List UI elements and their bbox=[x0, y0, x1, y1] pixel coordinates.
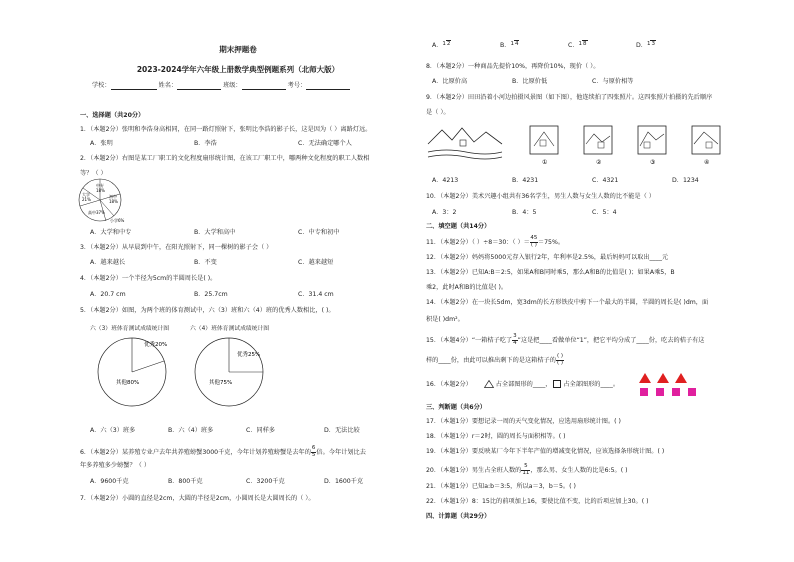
svg-text:大学: 大学 bbox=[82, 192, 90, 197]
q17: 17．（本题1分）要想记录一周的天气变化情况，应选用扇形统计图。( ) bbox=[426, 418, 621, 425]
q10: 10．（本题2分）美术兴趣小组共有36名学生，男生人数与女生人数的比不能是（ ） bbox=[426, 193, 655, 200]
q9-scenery-pictures bbox=[426, 124, 756, 170]
triangle-outline-icon bbox=[484, 380, 494, 388]
q8: 8．（本题2分）一种商品先提价10%，再降价10%，现价（ ）。 bbox=[426, 63, 600, 70]
section-fill: 二、填空题（共14分） bbox=[426, 223, 491, 230]
q4: 4．（本题2分）一个半径为5cm的半圆周长是( )。 bbox=[80, 275, 217, 282]
photo-label: ① bbox=[542, 159, 548, 166]
q2-pie-chart bbox=[78, 178, 138, 228]
exam-no-field[interactable] bbox=[306, 83, 350, 90]
q6-cont: 年多养殖多少螃蟹？（ ） bbox=[80, 462, 151, 469]
q15-fraction: $\frac{3}{4}$ bbox=[513, 333, 517, 346]
q21: 21．（本题1分）已知a:b＝3:5，所以a＝3，b＝5。( ) bbox=[426, 483, 576, 490]
school-field[interactable] bbox=[111, 83, 157, 90]
q5-options: A．六（3）班多 B．六（4）班多 C．同样多 D．无法比较 bbox=[90, 427, 360, 434]
svg-text:小学6%: 小学6% bbox=[110, 218, 125, 223]
q9: 9．（本题2分）田田沿着小河边拍摄风景图（如下图），他连续拍了四张照片。这四张照片拍摄的先后顺序 bbox=[426, 94, 713, 101]
photo-2 bbox=[584, 126, 612, 154]
section-choice: 一、选择题（共20分） bbox=[80, 112, 145, 119]
red-triangle bbox=[657, 373, 669, 383]
pie-a-excellent: 优秀20% bbox=[144, 342, 168, 348]
svg-text:21%: 21% bbox=[82, 197, 91, 202]
section-judge: 三、判断题（共6分） bbox=[426, 404, 486, 411]
pink-square bbox=[672, 388, 680, 396]
q20: 20．（本题1分）男生占全班人数的 $\frac{5}{11}$ ，那么男、女生人数的比是6:5。( ) bbox=[426, 463, 628, 476]
pink-square bbox=[688, 388, 696, 396]
q18: 18．（本题1分）r＝2时，圆的周长与面积相等。( ) bbox=[426, 433, 566, 440]
red-triangle bbox=[639, 373, 651, 383]
q6: 6．（本题2分）某养殖专业户去年共养殖螃蟹3000千克，今年计划养殖螃蟹是去年的 $\frac{6}{5}$ 倍。今年计划比去 bbox=[80, 445, 366, 458]
q7: 7．（本题2分）小圆的直径是2cm，大圆的半径是2cm，小圆周长是大圆周长的（ ）。 bbox=[80, 495, 315, 502]
q11: 11．（本题2分）（ ）÷8＝30：（ ）＝ $\frac{45}{( )}$ ＝75%。 bbox=[426, 235, 565, 248]
q16-shapes bbox=[638, 372, 718, 402]
photo-4 bbox=[692, 126, 720, 154]
svg-text:初中: 初中 bbox=[109, 194, 117, 199]
student-info-row: 学校： 姓名： 班级： 考号： bbox=[92, 82, 350, 90]
q14: 14．（本题2分）在一块长5dm，宽3dm的长方形铁皮中剪下一个最大的半圆，半圆的周长是( )dm，面 bbox=[426, 299, 709, 306]
square-icon bbox=[553, 380, 561, 388]
exam-subtitle: 2023-2024学年六年级上册数学典型例题系列（北师大版） bbox=[136, 65, 340, 74]
q2: 2．（本题2分）右图是某工厂职工的文化程度扇形统计图，在该工厂职工中，哪两种文化程度的职工人数相 bbox=[80, 155, 370, 162]
pie-a-title: 六（3）班体育测试成绩统计图 bbox=[90, 326, 170, 332]
q15-cont: 样的____份，由此可以推出剩下的是这箱桔子的 $\frac{( )}{( )}$ bbox=[426, 353, 563, 366]
q22: 22．（本题1分）8：15比的前项加上16，要使比值不变，比的后项应加上30。( ) bbox=[426, 498, 649, 505]
q13-cont: 乘2，此时A和B的比值是( )。 bbox=[426, 284, 508, 291]
q15: 15．（本题4分）“一箱桔子吃了 $\frac{3}{4}$ ”这是把____看做单位“1”，把它平均分成了____份，吃去的桔子有这 bbox=[426, 333, 705, 346]
photo-3 bbox=[638, 126, 666, 154]
q16: 16．（本题2分） 占全部图形的____， 占全部图形的____。 bbox=[426, 381, 620, 388]
q7-options: A．12 B．14 C．18 D．13 bbox=[432, 41, 655, 49]
q13: 13．（本题2分）已知A:B＝2:5，如果A和B同时乘5，那么A和B的比值是( )；如果A乘5，B bbox=[426, 269, 675, 276]
q3-options: A．越来越长 B．不变 C．越来越短 bbox=[90, 259, 334, 266]
pie-b-excellent: 优秀25% bbox=[237, 352, 261, 358]
svg-text:高中37%: 高中37% bbox=[88, 210, 105, 215]
pie-a-other: 其他80% bbox=[116, 380, 140, 386]
svg-text:18%: 18% bbox=[109, 199, 118, 204]
q12: 12．（本题2分）妈妈将5000元存入银行2年，年利率是2.5%，最后妈妈可以取出____元 bbox=[426, 254, 669, 261]
q9-options: A．4213 B．4231 C．4321 D．1234 bbox=[432, 177, 699, 184]
class-field[interactable] bbox=[242, 83, 286, 90]
q6-fraction: $\frac{6}{5}$ bbox=[311, 445, 316, 458]
red-triangle bbox=[675, 373, 687, 383]
q6-options: A．9600千克 B．800千克 C．3200千克 D．1600千克 bbox=[90, 478, 364, 485]
triangle-icon bbox=[474, 381, 482, 388]
q2-cont: 等？（ ） bbox=[80, 170, 107, 177]
exam-title: 期末押题卷 bbox=[219, 45, 257, 54]
pie-a-chart bbox=[96, 334, 196, 414]
pie-b-title: 六（4）班体育测试成绩统计图 bbox=[190, 326, 270, 332]
svg-text:②: ② bbox=[596, 159, 602, 166]
q20-fraction: $\frac{5}{11}$ bbox=[522, 463, 530, 476]
q1-options: A．张明 B．李浩 C．无法确定哪个人 bbox=[90, 140, 352, 147]
pink-square bbox=[640, 388, 648, 396]
pie-b-other: 其他75% bbox=[209, 380, 233, 386]
q9-cont: 是（ ）。 bbox=[426, 109, 450, 116]
pink-square bbox=[656, 388, 664, 396]
name-field[interactable] bbox=[177, 83, 221, 90]
q19: 19．（本题1分）要反映某厂今年下半年产值的增减变化情况，应该选择条形统计图。( ) bbox=[426, 448, 665, 455]
landscape-picture bbox=[428, 128, 502, 159]
section-calc: 四、计算题（共29分） bbox=[426, 513, 491, 520]
photo-1 bbox=[530, 126, 558, 154]
q15-answer-fraction[interactable]: $\frac{( )}{( )}$ bbox=[556, 353, 563, 366]
q5: 5．（本题2分）如图，为两个班的体育测试中，六（3）班和六（4）班的优秀人数相比，( )。 bbox=[80, 307, 335, 314]
svg-text:18%: 18% bbox=[96, 188, 105, 193]
pie-b-chart bbox=[193, 334, 293, 414]
q10-options: A．3：2 B．4：5 C．5：4 bbox=[432, 209, 617, 216]
q2-options: A．大学和中专 B．大学和高中 C．中专和初中 bbox=[90, 229, 340, 236]
q3: 3．（本题2分）从早晨到中午，在阳光照射下，同一棵树的影子会（ ） bbox=[80, 244, 273, 251]
q1: 1．（本题2分）张明和李浩身高相同，在同一路灯照射下，张明比李浩的影子长，这是因为（ ）离路灯远。 bbox=[80, 126, 372, 133]
q8-options: A．比原价高 B．比原价低 C．与原价相等 bbox=[432, 78, 634, 85]
q14-cont: 积是( )dm²。 bbox=[426, 316, 464, 323]
q11-fraction: $\frac{45}{( )}$ bbox=[530, 235, 538, 248]
svg-text:④: ④ bbox=[704, 159, 710, 166]
q4-options: A．20.7 cm B．25.7cm C．31.4 cm bbox=[90, 291, 334, 298]
svg-text:③: ③ bbox=[650, 159, 656, 166]
pie-label: 中专 bbox=[96, 183, 104, 188]
